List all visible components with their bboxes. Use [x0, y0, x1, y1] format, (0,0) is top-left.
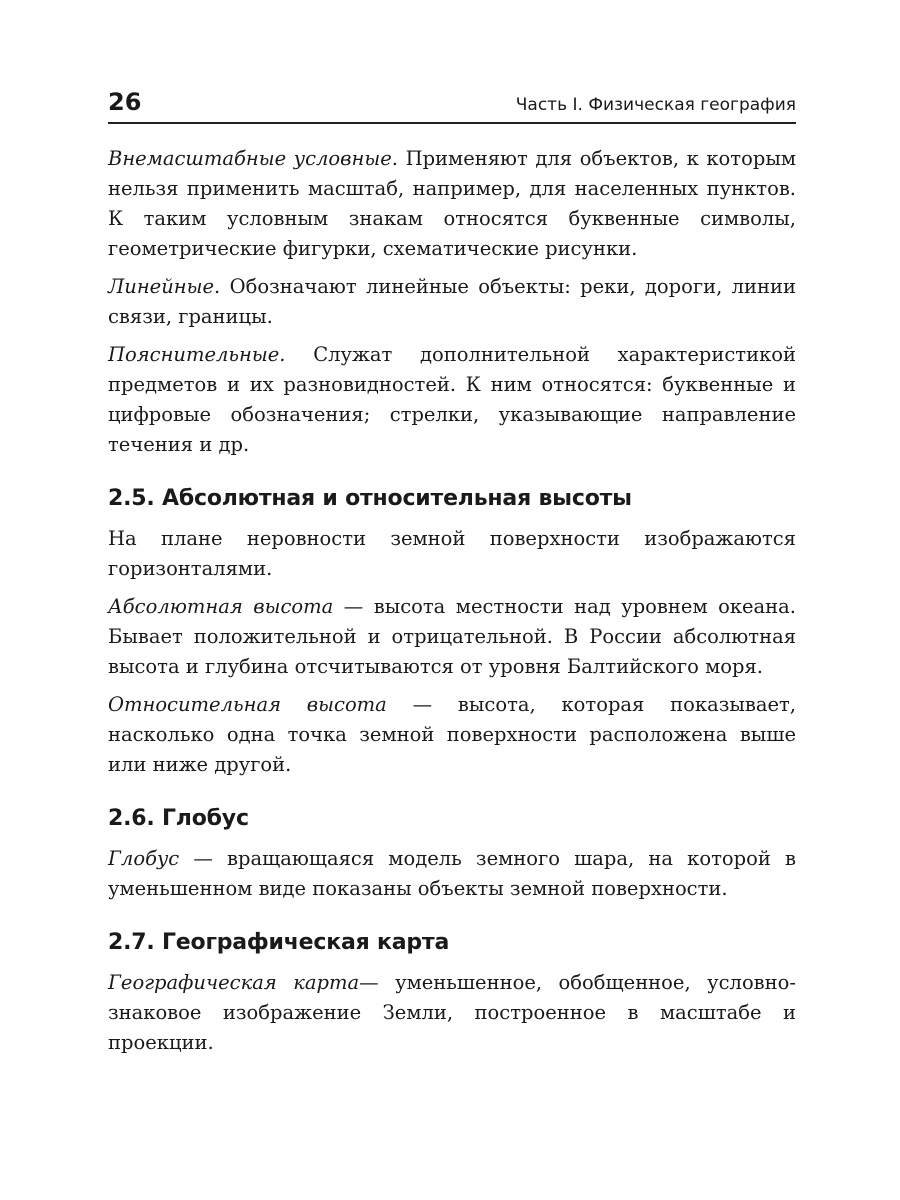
paragraph-globe — [108, 844, 796, 904]
book-page — [108, 88, 796, 1066]
term-relative-height: Относительная высота — [108, 693, 387, 716]
definition-geographic-map: — уменьшенное, обобщенное, условно-знаковое изображение Земли, построенное в масштабе и проекции. — [108, 971, 796, 1054]
chapter-title: Часть I. Физическая география — [515, 95, 796, 115]
section-heading-2-6: 2.6. Глобус — [108, 806, 249, 831]
term-explanatory: Пояснительные. — [108, 343, 286, 366]
section-heading-2-5: 2.5. Абсолютная и относительная высоты — [108, 486, 632, 511]
term-absolute-height: Абсолютная высота — [108, 595, 334, 618]
definition-explanatory: Служат дополнительной характеристикой предметов и их разновидностей. К ним относятся: буквенные и цифровые обозначения; стрелки, указывающие направление течения и др. — [108, 343, 796, 456]
paragraph-offscale-signs — [108, 144, 796, 264]
definition-offscale: Применяют для объектов, к которым нельзя применить масштаб, например, для населенных пунктов. К таким условным знакам относятся буквенные символы, геометрические фигурки, схематические рисунки. — [108, 147, 797, 260]
paragraph-explanatory-signs — [108, 340, 796, 460]
section-2-6-body — [108, 844, 796, 904]
term-linear: Линейные. — [108, 275, 221, 298]
paragraph-contour-lines: На плане неровности земной поверхности изображаются горизонталями. — [108, 527, 796, 580]
paragraph-linear-signs — [108, 272, 796, 332]
paragraph-absolute-height — [108, 592, 796, 682]
section-2-5-body — [108, 524, 796, 780]
term-geographic-map: Географическая карта — [108, 971, 360, 994]
intro-block — [108, 144, 796, 460]
running-header — [108, 88, 796, 124]
term-offscale: Внемасштабные условные. — [108, 147, 398, 170]
section-heading-2-7: 2.7. Географическая карта — [108, 930, 450, 955]
term-globe: Глобус — [108, 847, 180, 870]
section-2-7-body — [108, 968, 796, 1058]
paragraph-relative-height — [108, 690, 796, 780]
page-number: 26 — [108, 88, 142, 116]
definition-relative-height: — высота, которая показывает, насколько одна точка земной поверхности расположена выше или ниже другой. — [108, 693, 796, 776]
definition-absolute-height: — высота местности над уровнем океана. Бывает положительной и отрицательной. В России абсолютная высота и глубина отсчитываются от уровня Балтийского моря. — [108, 595, 797, 678]
definition-globe: — вращающаяся модель земного шара, на которой в уменьшенном виде показаны объекты земной поверхности. — [108, 847, 796, 900]
definition-linear: Обозначают линейные объекты: реки, дороги, линии связи, границы. — [108, 275, 796, 328]
paragraph-geographic-map — [108, 968, 796, 1058]
